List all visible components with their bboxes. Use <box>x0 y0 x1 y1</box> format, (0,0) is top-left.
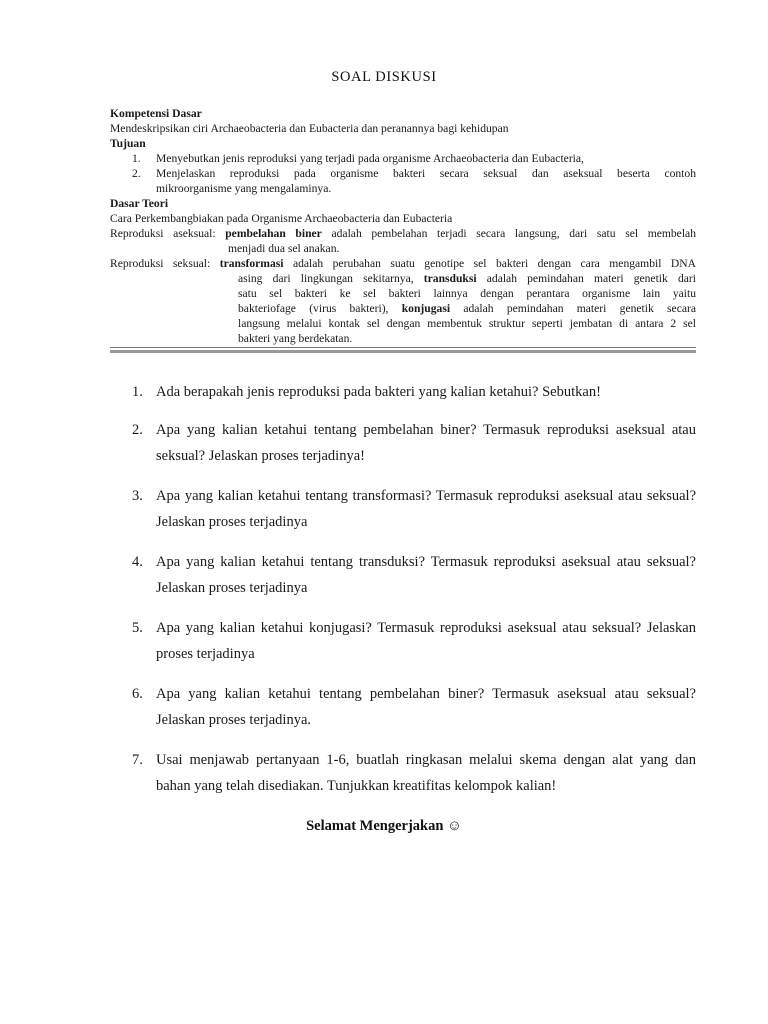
question-number: 7. <box>132 752 143 768</box>
seksual-desc-part: adalah pemindahan materi genetik secara <box>463 302 696 315</box>
tujuan-item-number: 2. <box>132 167 141 180</box>
question-text: Apa yang kalian ketahui tentang transduksi? Termasuk reproduksi aseksual atau seksual? Jelaskan proses terjadinya <box>156 554 696 596</box>
tujuan-item-text: Menjelaskan reproduksi pada organisme bakteri secara seksual dan aseksual beserta contoh <box>156 167 696 180</box>
question-number: 1. <box>132 384 143 400</box>
seksual-desc-part: adalah pemindahan materi genetik dari <box>486 272 696 285</box>
seksual-desc: adalah perubahan suatu genotipe sel bakteri dengan cara mengambil DNA <box>292 257 696 270</box>
term-konjugasi: konjugasi <box>401 302 451 315</box>
kompetensi-heading: Kompetensi Dasar <box>110 107 202 120</box>
seksual-desc-line: bakteri yang berdekatan. <box>238 332 353 345</box>
page-title: SOAL DISKUSI <box>331 69 437 85</box>
seksual-label: Reproduksi seksual: <box>110 257 211 270</box>
question-text: Apa yang kalian ketahui tentang transformasi? Termasuk reproduksi aseksual atau seksual? Jelaskan proses terjadinya <box>156 488 696 530</box>
term-transformasi: transformasi <box>219 257 284 270</box>
term-transduksi: transduksi <box>423 272 477 285</box>
aseksual-term: pembelahan biner <box>225 227 322 240</box>
question-text: Apa yang kalian ketahui tentang pembelahan biner? Termasuk aseksual atau seksual? Jelaskan proses terjadinya. <box>156 686 696 728</box>
dasar-teori-heading: Dasar Teori <box>110 197 169 210</box>
question-text: Apa yang kalian ketahui tentang pembelahan biner? Termasuk reproduksi aseksual atau seksual? Jelaskan proses terjadinya! <box>156 422 696 464</box>
divider-double <box>110 350 696 353</box>
seksual-desc-line <box>238 301 696 316</box>
tujuan-heading: Tujuan <box>110 137 146 150</box>
seksual-desc-line <box>238 271 696 286</box>
question-number: 5. <box>132 620 143 636</box>
tujuan-item-text-cont: mikroorganisme yang mengalaminya. <box>156 182 332 195</box>
seksual-desc-part: asing dari lingkungan sekitarnya, <box>238 272 414 285</box>
dasar-teori-intro: Cara Perkembangbiakan pada Organisme Archaeobacteria dan Eubacteria <box>110 212 453 225</box>
question-text: Usai menjawab pertanyaan 1-6, buatlah ringkasan melalui skema dengan alat yang dan bahan yang telah disediakan. Tunjukkan kreatifitas kelompok kalian! <box>156 752 696 794</box>
tujuan-item-number: 1. <box>132 152 141 165</box>
question-number: 2. <box>132 422 143 438</box>
question-text: Ada berapakah jenis reproduksi pada bakteri yang kalian ketahui? Sebutkan! <box>156 384 601 400</box>
reproduksi-seksual-line <box>110 256 696 271</box>
seksual-desc-line: satu sel bakteri ke sel bakteri lainnya dengan perantara organisme lain yaitu <box>238 287 696 300</box>
aseksual-desc: adalah pembelahan terjadi secara langsung, dari satu sel membelah <box>331 227 696 240</box>
closing-message: Selamat Mengerjakan ☺ <box>306 818 462 834</box>
seksual-desc-part: bakteriofage (virus bakteri), <box>238 302 389 315</box>
seksual-desc-line: langsung melalui kontak sel dengan membentuk struktur seperti jembatan di antara 2 sel <box>238 317 696 330</box>
aseksual-label: Reproduksi aseksual: <box>110 227 216 240</box>
tujuan-item-text: Menyebutkan jenis reproduksi yang terjadi pada organisme Archaeobacteria dan Eubacteria, <box>156 152 584 165</box>
divider <box>110 347 696 348</box>
question-number: 6. <box>132 686 143 702</box>
question-text: Apa yang kalian ketahui konjugasi? Termasuk reproduksi aseksual atau seksual? Jelaskan proses terjadinya <box>156 620 696 662</box>
reproduksi-aseksual-line <box>110 226 696 241</box>
aseksual-desc-cont: menjadi dua sel anakan. <box>228 242 340 255</box>
question-number: 4. <box>132 554 143 570</box>
question-number: 3. <box>132 488 143 504</box>
kompetensi-text: Mendeskripsikan ciri Archaeobacteria dan Eubacteria dan peranannya bagi kehidupan <box>110 122 509 135</box>
